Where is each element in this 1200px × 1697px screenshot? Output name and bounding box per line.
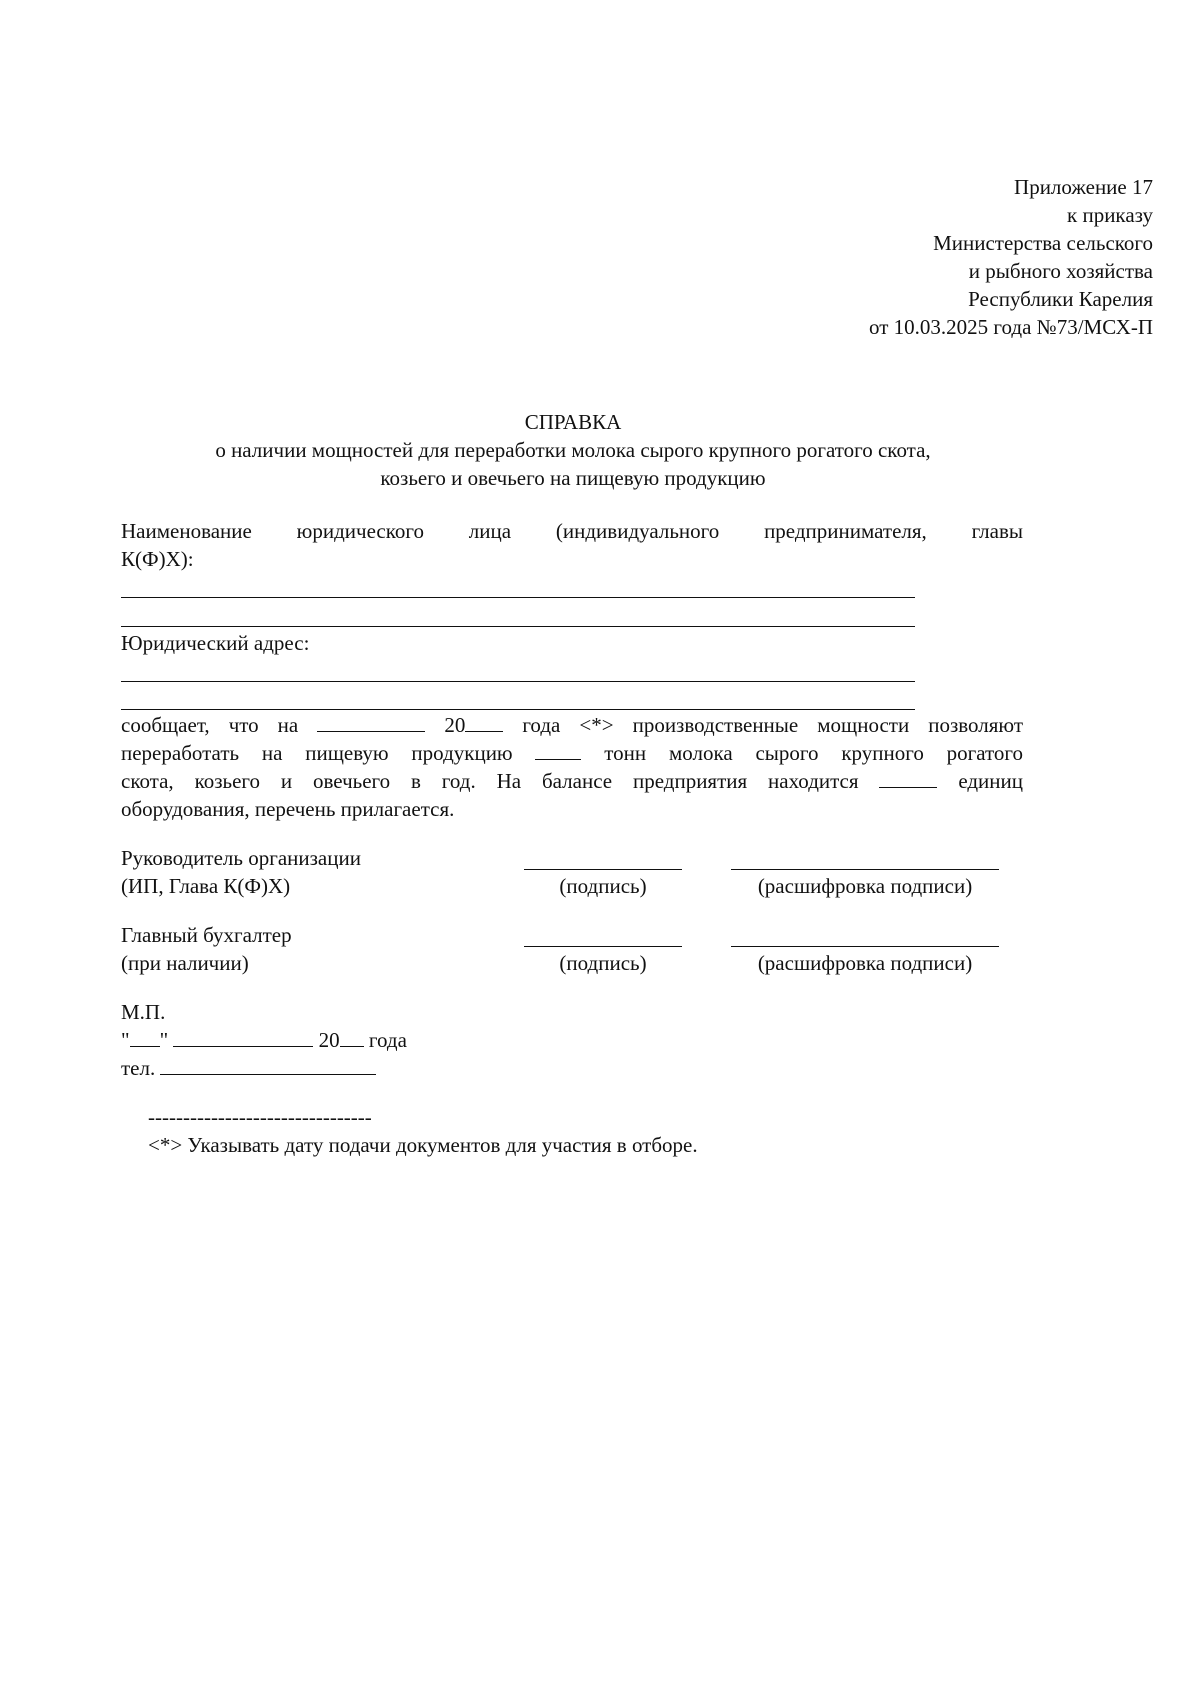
date-line: " " 20 года bbox=[121, 1028, 407, 1052]
head-signature-row bbox=[121, 844, 1021, 872]
accountant-signature-block bbox=[121, 921, 1021, 977]
address-label: Юридический адрес: bbox=[121, 631, 310, 655]
title-subtitle: о наличии мощностей для переработки молока сырого крупного рогатого скота, bbox=[215, 438, 931, 462]
accountant-caption-row bbox=[121, 949, 1021, 977]
entity-name-field[interactable] bbox=[121, 597, 915, 598]
entity-name-field[interactable] bbox=[121, 626, 915, 627]
appendix-line: Министерства сельского bbox=[933, 231, 1153, 255]
entity-label: К(Ф)Х): bbox=[121, 547, 194, 571]
phone-label: тел. bbox=[121, 1056, 156, 1080]
accountant-signature-row bbox=[121, 921, 1021, 949]
accountant-decoding-field[interactable] bbox=[731, 946, 999, 947]
entity-name-section bbox=[121, 517, 1023, 573]
month-blank-field[interactable] bbox=[173, 1045, 313, 1047]
title-subtitle: козьего и овечьего на пищевую продукцию bbox=[380, 466, 766, 490]
decoding-caption: (расшифровка подписи) bbox=[757, 874, 973, 898]
appendix-header bbox=[869, 173, 1153, 341]
head-caption-row bbox=[121, 872, 1021, 900]
address-field[interactable] bbox=[121, 709, 915, 710]
address-field[interactable] bbox=[121, 681, 915, 682]
statement-line bbox=[121, 739, 1023, 767]
accountant-title: Главный бухгалтер bbox=[121, 923, 292, 947]
document-title bbox=[0, 408, 1146, 492]
statement-text: тонн молока сырого крупного рогатого bbox=[604, 741, 1024, 765]
title-main: СПРАВКА bbox=[524, 410, 622, 434]
appendix-line: и рыбного хозяйства bbox=[968, 259, 1153, 283]
appendix-line: к приказу bbox=[1067, 203, 1153, 227]
footnote bbox=[148, 1103, 698, 1159]
entity-label: Наименование юридического лица (индивидуального предпринимателя, главы bbox=[121, 519, 1023, 543]
accountant-title: (при наличии) bbox=[121, 951, 249, 975]
appendix-line: Республики Карелия bbox=[968, 287, 1153, 311]
statement-text: единиц bbox=[958, 769, 1024, 793]
date-blank-field[interactable] bbox=[317, 730, 425, 732]
head-title: (ИП, Глава К(Ф)Х) bbox=[121, 874, 291, 898]
head-title: Руководитель организации bbox=[121, 846, 361, 870]
address-section bbox=[121, 629, 1023, 657]
stamp-mark: М.П. bbox=[121, 1000, 166, 1024]
statement-line bbox=[121, 711, 1023, 739]
head-decoding-field[interactable] bbox=[731, 869, 999, 870]
statement-line bbox=[121, 767, 1023, 795]
accountant-signature-field[interactable] bbox=[524, 946, 682, 947]
appendix-line: Приложение 17 bbox=[1014, 175, 1153, 199]
phone-field[interactable] bbox=[160, 1073, 376, 1075]
head-signature-block bbox=[121, 844, 1021, 900]
equipment-count-field[interactable] bbox=[879, 786, 937, 788]
year-blank-field[interactable] bbox=[465, 730, 503, 732]
tonnage-blank-field[interactable] bbox=[535, 758, 581, 760]
statement-text: сообщает, что на bbox=[121, 713, 299, 737]
statement-text: переработать на пищевую продукцию bbox=[121, 741, 513, 765]
statement-text: года <*> производственные мощности позволяют bbox=[522, 713, 1023, 737]
stamp-section bbox=[121, 998, 1023, 1082]
footnote-text: <*> Указывать дату подачи документов для участия в отборе. bbox=[148, 1133, 698, 1157]
signature-caption: (подпись) bbox=[559, 951, 647, 975]
signature-caption: (подпись) bbox=[559, 874, 647, 898]
statement-text: скота, козьего и овечьего в год. На балансе предприятия находится bbox=[121, 769, 859, 793]
day-blank-field[interactable] bbox=[130, 1045, 160, 1047]
phone-line bbox=[121, 1054, 1023, 1082]
statement-paragraph bbox=[121, 711, 1023, 823]
year-blank-field[interactable] bbox=[340, 1045, 364, 1047]
decoding-caption: (расшифровка подписи) bbox=[757, 951, 973, 975]
statement-line: оборудования, перечень прилагается. bbox=[121, 797, 455, 821]
statement-text: 20 bbox=[444, 713, 503, 737]
appendix-line: от 10.03.2025 года №73/МСХ-П bbox=[869, 315, 1153, 339]
footnote-separator: -------------------------------- bbox=[148, 1105, 372, 1129]
head-signature-field[interactable] bbox=[524, 869, 682, 870]
